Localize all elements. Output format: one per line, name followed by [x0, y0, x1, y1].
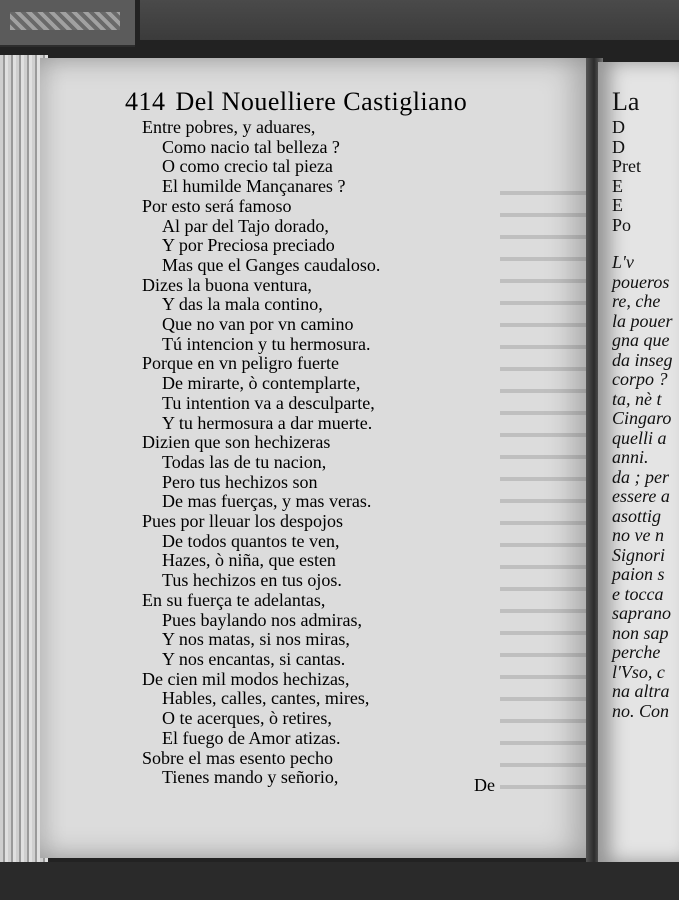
right-page-line: non sap	[612, 622, 669, 643]
right-page-line: anni.	[612, 447, 649, 467]
verse-line: De todos quantos te ven,	[162, 530, 340, 551]
right-page-line: e tocca	[612, 583, 664, 604]
verse-line: Pues baylando nos admiras,	[162, 609, 362, 630]
page-number: 414	[125, 87, 166, 116]
verse-line: Pero tus hechizos son	[162, 471, 318, 492]
right-page-line: E	[612, 195, 623, 215]
verse-line: Y por Preciosa preciado	[162, 235, 335, 256]
right-page-line: E	[612, 175, 623, 196]
right-page-line: perche	[612, 642, 661, 662]
show-through-text	[500, 178, 590, 798]
verse-line: Y nos encantas, si cantas.	[162, 648, 346, 669]
right-page	[598, 62, 679, 862]
right-page-line: asottig	[612, 505, 662, 526]
verse-line: Dizien que son hechizeras	[142, 432, 331, 453]
verse-line: En su fuerça te adelantas,	[142, 589, 326, 610]
background-strip	[140, 0, 679, 40]
verse-line: Hables, calles, cantes, mires,	[162, 688, 370, 709]
right-page-line: na altra	[612, 681, 670, 701]
running-head-title: Del Nouelliere Castigliano	[175, 87, 468, 116]
verse-line: Tienes mando y señorio,	[162, 767, 339, 788]
verse-line: Y tu hermosura a dar muerte.	[162, 412, 373, 433]
verse-line: Sobre el mas esento pecho	[142, 747, 333, 768]
verse-line: O como crecio tal pieza	[162, 156, 333, 177]
verse-line: De mirarte, ò contemplarte,	[162, 373, 361, 394]
running-head	[125, 87, 467, 117]
right-page-line: L'v	[612, 252, 634, 272]
right-page-line: no. Con	[612, 700, 670, 721]
verse-line: Mas que el Ganges caudaloso.	[162, 254, 381, 275]
right-page-line: re, che	[612, 291, 661, 311]
verse-line: Y nos matas, si nos miras,	[162, 629, 350, 650]
verse-line: Por esto será famoso	[142, 195, 292, 216]
verse-line: Entre pobres, y aduares,	[142, 117, 316, 137]
right-page-text	[612, 86, 673, 721]
verse-line: Tus hechizos en tus ojos.	[162, 570, 342, 591]
right-page-line: D	[612, 136, 625, 157]
spine-label	[0, 0, 135, 47]
right-page-line: gna que	[612, 330, 670, 350]
right-page-line: Cingaro	[612, 408, 672, 428]
right-page-line: saprano	[612, 603, 672, 623]
verse-line: Tú intencion y tu hermosura.	[162, 333, 371, 354]
bottom-background	[0, 862, 679, 900]
verse-line: Como nacio tal belleza ?	[162, 136, 340, 157]
right-page-line: no ve n	[612, 525, 664, 545]
right-page-line: Po	[612, 214, 632, 235]
right-page-line: quelli a	[612, 427, 667, 448]
right-page-line: paion s	[612, 564, 665, 584]
verse-line: El fuego de Amor atizas.	[162, 727, 341, 748]
right-page-line: ta, nè t	[612, 388, 662, 409]
verse-line: Porque en vn peligro fuerte	[142, 353, 339, 374]
verse-line: Dizes la buona ventura,	[142, 274, 312, 295]
right-page-line: da ; per	[612, 466, 669, 487]
verse-line: Todas las de tu nacion,	[162, 451, 327, 472]
poem-text	[142, 118, 380, 788]
right-page-line: la pouer	[612, 310, 673, 331]
verse-line: Al par del Tajo dorado,	[162, 215, 329, 236]
verse-line: Hazes, ò niña, que esten	[162, 550, 336, 571]
right-page-line: da inseg	[612, 349, 673, 370]
verse-line: De cien mil modos hechizas,	[142, 668, 350, 689]
right-page-line: l'Vso, c	[612, 661, 665, 682]
right-page-line: Pret	[612, 156, 641, 176]
verse-line: Tu intention va a desculparte,	[162, 392, 375, 413]
verse-line: De mas fuerças, y mas veras.	[162, 491, 372, 512]
right-page-line: corpo ?	[612, 369, 668, 389]
verse-line: O te acerques, ò retires,	[162, 708, 332, 729]
verse-line: Y das la mala contino,	[162, 294, 323, 315]
right-page-line: Signori	[612, 544, 666, 565]
spacer	[612, 235, 673, 253]
verse-line: El humilde Mançanares ?	[162, 176, 346, 197]
verse-line: Que no van por vn camino	[162, 314, 354, 335]
right-page-line: D	[612, 117, 625, 137]
right-page-line: essere a	[612, 486, 670, 506]
right-page-heading: La	[612, 87, 640, 116]
right-page-line: poueros	[612, 271, 670, 292]
verse-line: Pues por lleuar los despojos	[142, 511, 343, 532]
catchword: De	[474, 775, 495, 795]
